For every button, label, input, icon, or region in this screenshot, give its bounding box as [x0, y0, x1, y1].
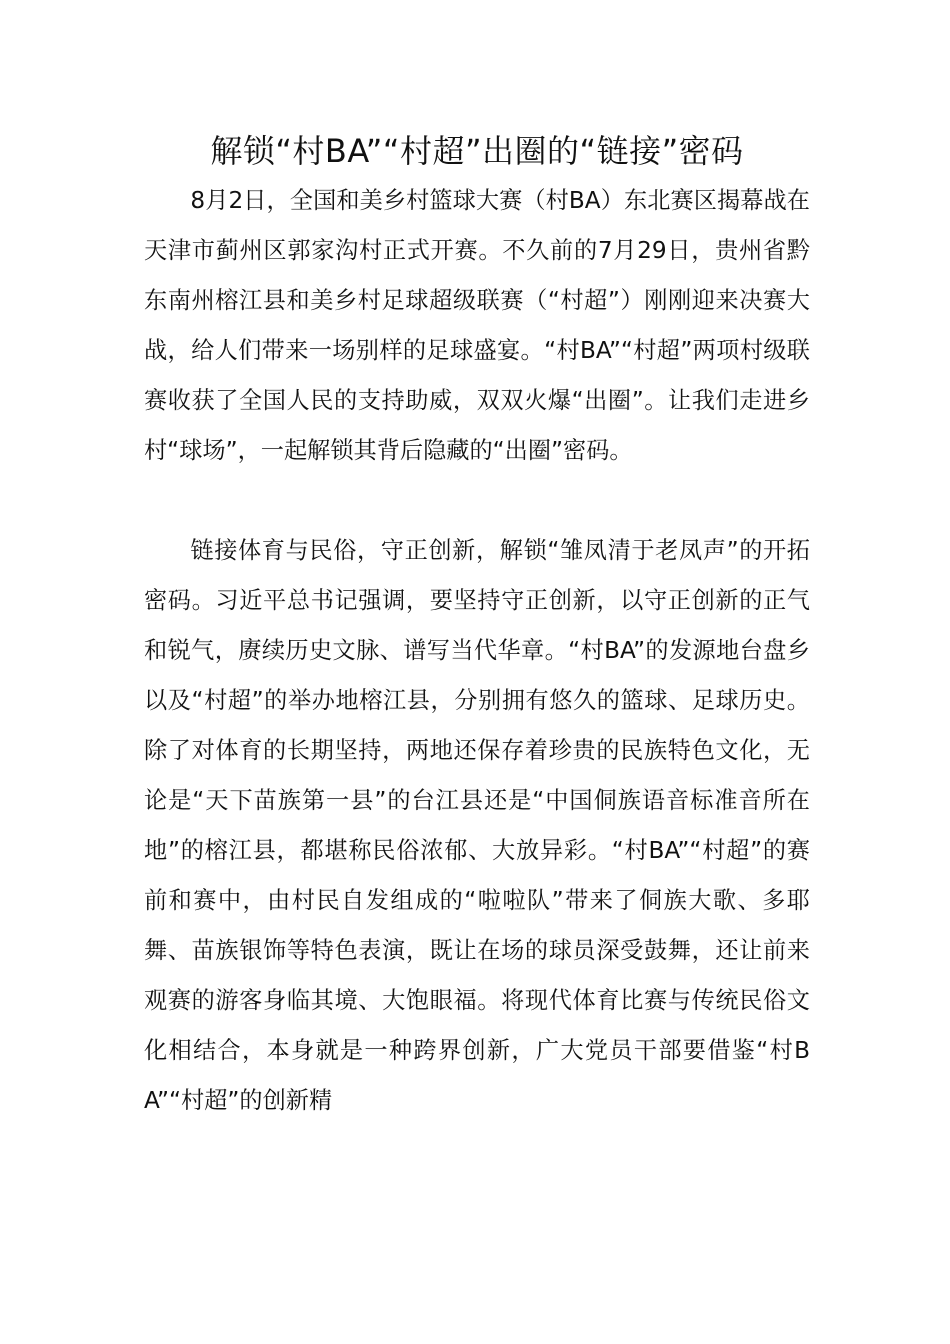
- paragraph-innovation: 链接体育与民俗，守正创新，解锁“雏凤清于老凤声”的开拓密码。习近平总书记强调，要坚持守正创新，以守正创新的正气和锐气，赓续历史文脉、谱写当代华章。“村BA”的发源地台盘乡以及“村超”的举办地榕江县，分别拥有悠久的篮球、足球历史。除了对体育的长期坚持，两地还保存着珍贵的民族特色文化，无论是“天下苗族第一县”的台江县还是“中国侗族语音标准音所在地”的榕江县，都堪称民俗浓郁、大放异彩。“村BA”“村超”的赛前和赛中，由村民自发组成的“啦啦队”带来了侗族大歌、多耶舞、苗族银饰等特色表演，既让在场的球员深受鼓舞，还让前来观赛的游客身临其境、大饱眼福。将现代体育比赛与传统民俗文化相结合，本身就是一种跨界创新，广大党员干部要借鉴“村BA”“村超”的创新精: [144, 537, 810, 1114]
- document-title: 解锁“村BA”“村超”出圈的“链接”密码: [210, 132, 744, 170]
- paragraph-intro: 8月2日，全国和美乡村篮球大赛（村BA）东北赛区揭幕战在天津市蓟州区郭家沟村正式开赛。不久前的7月29日，贵州省黔东南州榕江县和美乡村足球超级联赛（“村超”）刚刚迎来决赛大战，给人们带来一场别样的足球盛宴。“村BA”“村超”两项村级联赛收获了全国人民的支持助威，双双火爆“出圈”。让我们走进乡村“球场”，一起解锁其背后隐藏的“出圈”密码。: [144, 187, 810, 464]
- document-body: [144, 126, 810, 1126]
- paragraph-spacer: [144, 476, 810, 526]
